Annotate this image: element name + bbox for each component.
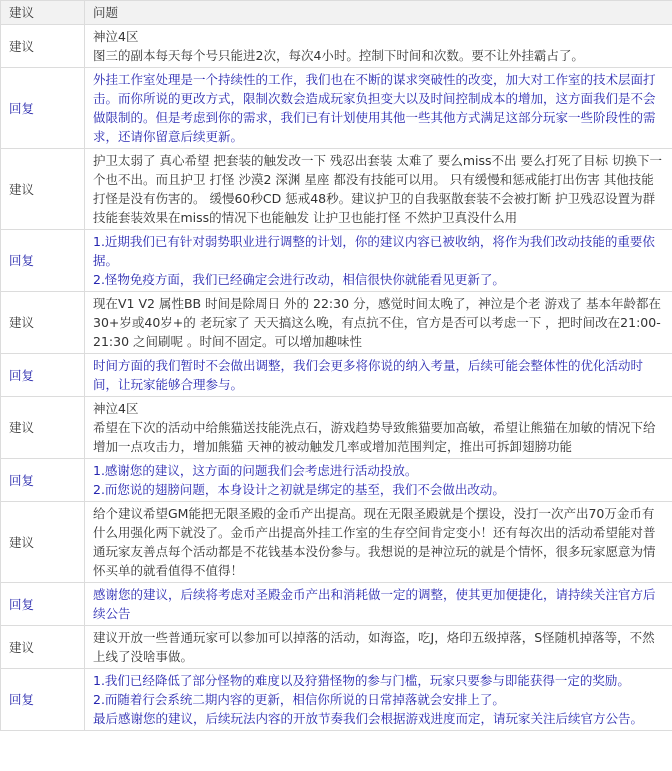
row-content — [85, 292, 672, 354]
row-type-label: 建议 — [1, 149, 85, 230]
content-line: 神泣4区 — [93, 29, 139, 44]
reply-row — [1, 354, 672, 397]
reply-row — [1, 669, 672, 731]
reply-row — [1, 583, 672, 626]
row-content — [85, 626, 672, 669]
suggestion-row — [1, 292, 672, 354]
content-line: 1.感谢您的建议，这方面的问题我们会考虑进行活动投放。 — [93, 463, 418, 478]
table-body — [1, 25, 672, 731]
content-line: 图三的副本每天每个号只能进2次，每次4小时。控制下时间和次数。要不让外挂霸占了。 — [93, 48, 584, 63]
row-content — [85, 354, 672, 397]
row-type-label: 建议 — [1, 626, 85, 669]
table-header-row — [1, 1, 672, 25]
row-content — [85, 669, 672, 731]
suggestion-row — [1, 397, 672, 459]
row-type-label: 回复 — [1, 669, 85, 731]
row-type-label: 建议 — [1, 292, 85, 354]
content-line: 建议开放一些普通玩家可以参加可以掉落的活动，如海盗，吃J，烙印五级掉落，S怪随机掉落等，不然上线了没啥事做。 — [93, 630, 655, 664]
content-line: 2.怪物免疫方面，我们已经确定会进行改动，相信很快你就能看见更新了。 — [93, 272, 505, 287]
row-content — [85, 230, 672, 292]
row-type-label: 建议 — [1, 25, 85, 68]
content-line: 感谢您的建议，后续将考虑对圣殿金币产出和消耗做一定的调整，使其更加便捷化，请持续关注官方后续公告 — [93, 587, 656, 621]
row-content — [85, 397, 672, 459]
content-line: 时间方面的我们暂时不会做出调整，我们会更多将你说的纳入考量，后续可能会整体性的优化活动时间，让玩家能够合理参与。 — [93, 358, 644, 392]
row-content — [85, 68, 672, 149]
reply-row — [1, 459, 672, 502]
row-type-label: 回复 — [1, 583, 85, 626]
content-line: 给个建议希望GM能把无限圣殿的金币产出提高。现在无限圣殿就是个摆设，没打一次产出70万金币有什么用强化两下就没了。金币产出提高外挂工作室的生存空间肯定变小！还有每次出的活动希望能对普通玩家友善点每个活动都是不花钱基本没份参与。我想说的是神泣玩的就是个情怀，很多玩家愿意为情怀买单的就看值得不值得！ — [93, 506, 656, 578]
header-content: 问题 — [85, 1, 672, 25]
row-type-label: 建议 — [1, 502, 85, 583]
row-content — [85, 149, 672, 230]
row-content — [85, 25, 672, 68]
content-line: 1.近期我们已有针对弱势职业进行调整的计划，你的建议内容已被收纳，将作为我们改动技能的重要依据。 — [93, 234, 655, 268]
content-line: 护卫太弱了 真心希望 把套装的触发改一下 残忍出套装 太难了 要么miss不出 要么打死了目标 切换下一个也不出。而且护卫 打怪 沙漠2 深渊 星座 都没有技能可以用。 只有缓慢和惩戒能打出伤害 其他技能打怪是没有伤害的。 缓慢60秒CD 惩戒48秒。建议护卫的自我驱散套装不会被打断 护卫残忍设置为群技能套装效果在miss的情况下也能触发 让护卫也能打怪 不然护卫真没什么用 — [93, 153, 662, 225]
content-line: 希望在下次的活动中给熊猫送技能洗点石，游戏趋势导致熊猫要加高敏，希望让熊猫在加敏的情况下给增加一点攻击力，增加熊猫 天神的被动触发几率或增加范围判定，推出可拆卸翅膀功能 — [93, 420, 656, 454]
row-content — [85, 502, 672, 583]
content-line: 1.我们已经降低了部分怪物的难度以及狩猎怪物的参与门槛，玩家只要参与即能获得一定的奖励。 — [93, 673, 630, 688]
reply-row — [1, 230, 672, 292]
content-line: 外挂工作室处理是一个持续性的工作，我们也在不断的谋求突破性的改变，加大对工作室的技术层面打击。而你所说的更改方式，限制次数会造成玩家负担变大以及时间控制成本的增加，这方面我们是不会做限制的。但是考虑到你的需求，我们已有计划使用其他一些其他方式满足这部分玩家一些阶段性的需求，还请你留意后续更新。 — [93, 72, 656, 144]
row-type-label: 回复 — [1, 354, 85, 397]
content-line: 2.而您说的翅膀问题，本身设计之初就是绑定的基至，我们不会做出改动。 — [93, 482, 505, 497]
row-content — [85, 459, 672, 502]
suggestion-row — [1, 25, 672, 68]
suggestion-row — [1, 626, 672, 669]
row-type-label: 回复 — [1, 230, 85, 292]
content-line: 神泣4区 — [93, 401, 139, 416]
content-line: 现在V1 V2 属性BB 时间是除周日 外的 22:30 分，感觉时间太晚了，神泣是个老 游戏了 基本年龄都在30+岁或40岁+的 老玩家了 天天搞这么晚，有点抗不住，官方是否可以考虑一下 ，把时间改在21:00-21:30 之间刷呢 。时间不固定。可以增加趣味性 — [93, 296, 661, 349]
header-type: 建议 — [1, 1, 85, 25]
suggestion-row — [1, 149, 672, 230]
row-type-label: 建议 — [1, 397, 85, 459]
row-type-label: 回复 — [1, 459, 85, 502]
content-line: 最后感谢您的建议，后续玩法内容的开放节奏我们会根据游戏进度而定，请玩家关注后续官方公告。 — [93, 711, 644, 726]
row-type-label: 回复 — [1, 68, 85, 149]
reply-row — [1, 68, 672, 149]
suggestion-row — [1, 502, 672, 583]
content-line: 2.而随着行会系统二期内容的更新，相信你所说的日常掉落就会安排上了。 — [93, 692, 505, 707]
row-content — [85, 583, 672, 626]
